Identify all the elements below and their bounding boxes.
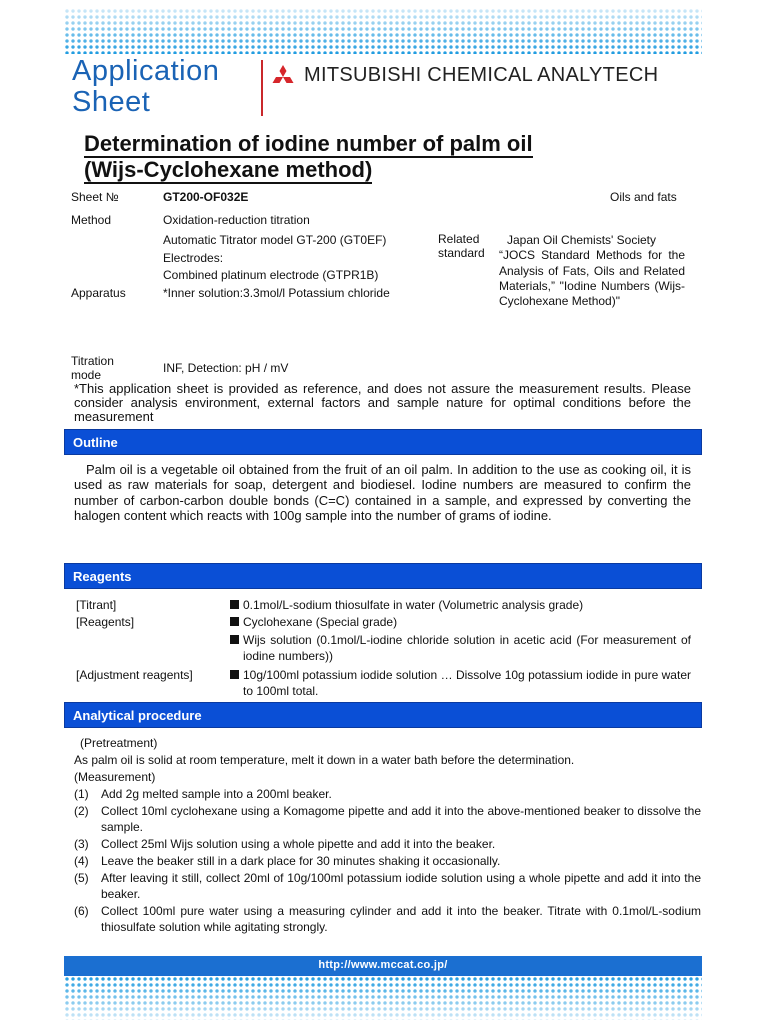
step-number: (5) (74, 871, 89, 885)
reagent-label-adjustment: [Adjustment reagents] (76, 668, 193, 682)
step-text: Collect 25ml Wijs solution using a whole pipette and add it into the beaker. (101, 837, 496, 851)
related-standard-value (499, 233, 685, 309)
pretreatment-text: As palm oil is solid at room temperature, melt it down in a water bath before the determination. (74, 753, 575, 767)
outline-text: Palm oil is a vegetable oil obtained from the fruit of an oil palm. In addition to the use as cooking oil, it is used as raw materials for soap, detergent and biodiesel. Iodine numbers are measured to confirm the number of carbon-carbon double bonds (C=C) contained in a sample, and expressed by converting the halogen content which reacts with 100g sample into the number of grams of iodine. (74, 462, 691, 523)
step-number: (1) (74, 787, 89, 801)
apparatus-inner-solution: *Inner solution:3.3mol/l Potassium chloride (163, 285, 390, 300)
apparatus-electrodes-label: Electrodes: (163, 250, 224, 265)
wijs-text: Wijs solution (0.1mol/L-iodine chloride solution in acetic acid (For measurement of iodine numbers)) (243, 633, 691, 663)
cyclohexane-text: Cyclohexane (Special grade) (243, 615, 398, 629)
reagents-section-header (64, 563, 702, 589)
step-item (74, 836, 701, 852)
step-text: Collect 100ml pure water using a measuring cylinder and add it into the beaker. Titrate with 0.1mol/L-sodium thiosulfate solution while agitating strongly. (101, 904, 701, 934)
titration-label-line1: Titration (71, 354, 114, 368)
document-title (84, 131, 533, 183)
sheet-number-value: GT200-OF032E (163, 190, 249, 204)
step-item (74, 903, 701, 935)
header-dot-pattern (64, 8, 702, 54)
titration-label-line2: mode (71, 368, 102, 382)
reagent-item-ki (230, 667, 691, 699)
related-standard-org: Japan Oil Chemists' Society (507, 233, 657, 247)
reagents-heading: Reagents (73, 569, 132, 584)
page-header (64, 54, 702, 126)
reagent-item-wijs (230, 632, 691, 664)
step-number: (3) (74, 837, 89, 851)
method-label: Method (71, 213, 112, 227)
square-bullet-icon (230, 670, 239, 679)
reagent-label-reagents: [Reagents] (76, 615, 135, 629)
footer-bar (64, 956, 702, 976)
disclaimer: *This application sheet is provided as reference, and does not assure the measurement results. Please consider analysis environment, external factors and sample nature for optimal conditions before the measurement (74, 381, 691, 425)
step-item (74, 803, 701, 835)
measurement-heading: (Measurement) (74, 770, 156, 784)
apparatus-details (163, 232, 413, 301)
step-text: After leaving it still, collect 20ml of 10g/100ml potassium iodide solution using a whole pipette and add it into the beaker. (101, 871, 701, 901)
header-divider (261, 60, 263, 116)
measurement-steps (74, 786, 701, 935)
method-value: Oxidation-reduction titration (163, 213, 310, 227)
app-title-line1: Application (72, 55, 220, 87)
procedure-heading: Analytical procedure (73, 708, 202, 723)
related-label-line1: Related (438, 232, 480, 246)
titrant-text: 0.1mol/L-sodium thiosulfate in water (Volumetric analysis grade) (243, 598, 584, 612)
square-bullet-icon (230, 617, 239, 626)
sheet-number-label: Sheet № (71, 190, 119, 204)
pretreatment-heading: (Pretreatment) (80, 736, 158, 750)
three-diamonds-logo-icon (270, 65, 296, 87)
step-text: Leave the beaker still in a dark place for 30 minutes shaking it occasionally. (101, 854, 501, 868)
titration-mode-label (71, 354, 114, 382)
step-item (74, 870, 701, 902)
title-line2: (Wijs-Cyclohexane method) (84, 157, 373, 182)
title-line1: Determination of iodine number of palm oil (84, 131, 533, 156)
ki-text: 10g/100ml potassium iodide solution … Dissolve 10g potassium iodide in pure water to 100ml total. (243, 668, 691, 698)
footer-url-link[interactable]: http://www.mccat.co.jp/ (318, 959, 448, 971)
related-standard-label (438, 232, 485, 260)
category-label: Oils and fats (610, 190, 677, 204)
outline-heading: Outline (73, 435, 118, 450)
related-label-line2: standard (438, 246, 485, 260)
step-number: (4) (74, 854, 89, 868)
step-text: Add 2g melted sample into a 200ml beaker. (101, 787, 332, 801)
square-bullet-icon (230, 600, 239, 609)
apparatus-label: Apparatus (71, 286, 126, 300)
apparatus-model: Automatic Titrator model GT-200 (GT0EF) (163, 233, 387, 247)
reagent-item-titrant (230, 597, 691, 613)
related-standard-title: “JOCS Standard Methods for the Analysis of Fats, Oils and Related Materials,” "Iodine Numbers (Wijs-Cyclohexane Method)" (499, 248, 685, 309)
titration-mode-value: INF, Detection: pH / mV (163, 361, 289, 375)
reagent-item-cyclohexane (230, 614, 691, 630)
footer-dot-pattern (64, 976, 702, 1020)
app-title-line2: Sheet (72, 86, 151, 118)
step-item (74, 786, 701, 802)
outline-section-header (64, 429, 702, 455)
square-bullet-icon (230, 635, 239, 644)
apparatus-electrode: Combined platinum electrode (GTPR1B) (163, 268, 379, 282)
step-text: Collect 10ml cyclohexane using a Komagome pipette and add it into the above-mentioned beaker to dissolve the sample. (101, 804, 701, 834)
step-number: (2) (74, 804, 89, 818)
step-number: (6) (74, 904, 89, 918)
reagent-label-titrant: [Titrant] (76, 598, 117, 612)
procedure-section-header (64, 702, 702, 728)
step-item (74, 853, 701, 869)
brand (270, 64, 658, 87)
application-sheet-title (72, 56, 219, 118)
brand-name: MITSUBISHI CHEMICAL ANALYTECH (304, 64, 659, 86)
